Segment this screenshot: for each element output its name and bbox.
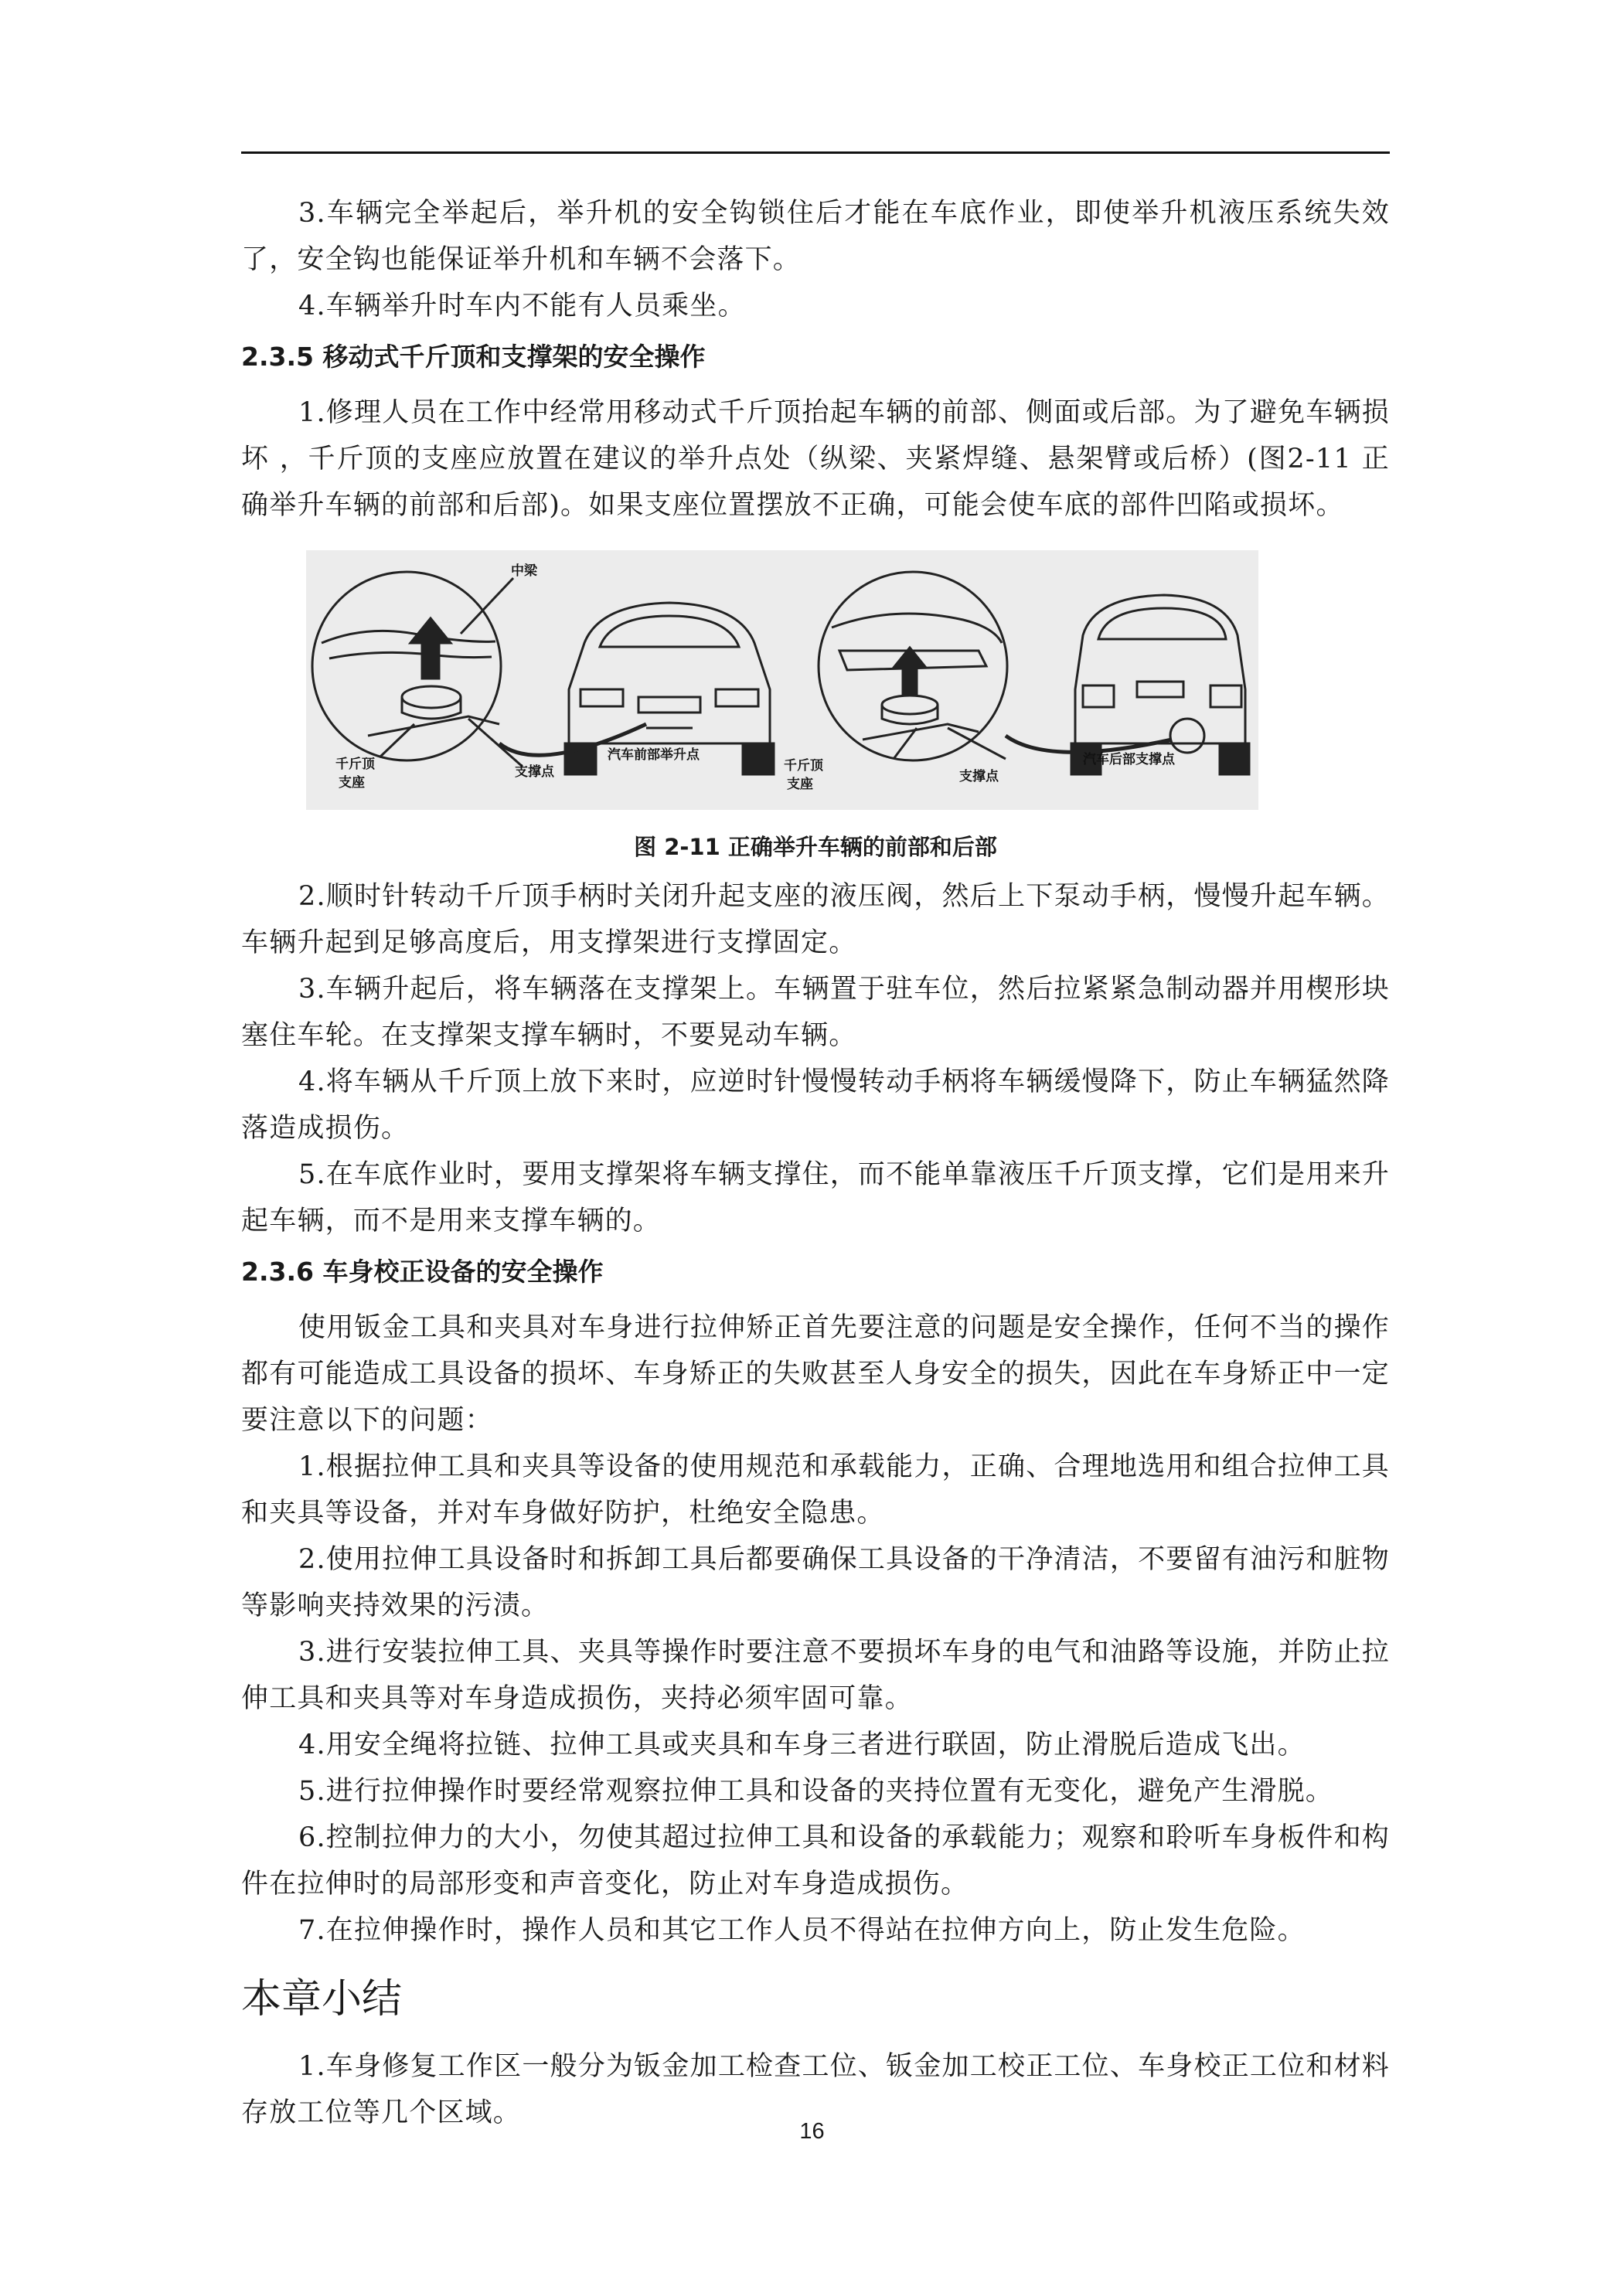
paragraph: 2.使用拉伸工具设备时和拆卸工具后都要确保工具设备的干净清洁，不要留有油污和脏物等影响夹持效果的污渍。 bbox=[241, 1544, 1390, 1621]
label-front-lift-point: 汽车前部举升点 bbox=[608, 747, 700, 763]
figure-2-11 bbox=[306, 550, 1258, 810]
lift-arrow-front bbox=[422, 641, 439, 679]
label-jack-base-left-1: 千斤顶 bbox=[335, 757, 375, 772]
label-jack-base-right-2: 支座 bbox=[787, 777, 813, 792]
section-heading-2-3-5: 2.3.5 移动式千斤顶和支撑架的安全操作 bbox=[241, 342, 706, 372]
paragraph: 4.车辆举升时车内不能有人员乘坐。 bbox=[298, 291, 746, 321]
paragraph: 2.顺时针转动千斤顶手柄时关闭升起支座的液压阀，然后上下泵动手柄，慢慢升起车辆。车辆升起到足够高度后，用支撑架进行支撑固定。 bbox=[241, 881, 1390, 958]
paragraph: 3.车辆完全举起后，举升机的安全钩锁住后才能在车底作业，即使举升机液压系统失效了，安全钩也能保证举升机和车辆不会落下。 bbox=[241, 198, 1390, 275]
page-content bbox=[241, 190, 1390, 2136]
car-front-view bbox=[569, 603, 770, 743]
chapter-summary-heading: 本章小结 bbox=[241, 1976, 403, 2022]
page-number: 16 bbox=[799, 2119, 825, 2144]
paragraph: 5.进行拉伸操作时要经常观察拉伸工具和设备的夹持位置有无变化，避免产生滑脱。 bbox=[298, 1776, 1333, 1807]
paragraph: 1.修理人员在工作中经常用移动式千斤顶抬起车辆的前部、侧面或后部。为了避免车辆损坏 ，千斤顶的支座应放置在建议的举升点处（纵梁、夹紧焊缝、悬架臂或后桥）(图2-11 正确举升车辆的前部和后部)。如果支座位置摆放不正确，可能会使车底的部件凹陷或损坏。 bbox=[241, 397, 1390, 521]
car-lifting-illustration bbox=[306, 550, 1258, 810]
label-rear-support-point: 汽车后部支撑点 bbox=[1083, 752, 1175, 767]
paragraph: 5.在车底作业时，要用支撑架将车辆支撑住，而不能单靠液压千斤顶支撑，它们是用来升起车辆，而不是用来支撑车辆的。 bbox=[241, 1159, 1390, 1236]
label-support-point-left: 支撑点 bbox=[515, 764, 554, 780]
paragraph: 4.用安全绳将拉链、拉伸工具或夹具和车身三者进行联固，防止滑脱后造成飞出。 bbox=[298, 1730, 1306, 1760]
paragraph: 1.车身修复工作区一般分为钣金加工检查工位、钣金加工校正工位、车身校正工位和材料存放工位等几个区域。 bbox=[241, 2051, 1390, 2128]
label-support-point-right: 支撑点 bbox=[959, 769, 999, 784]
label-jack-base-left-2: 支座 bbox=[339, 775, 365, 791]
paragraph: 1.根据拉伸工具和夹具等设备的使用规范和承载能力，正确、合理地选用和组合拉伸工具和夹具等设备，并对车身做好防护，杜绝安全隐患。 bbox=[241, 1451, 1390, 1529]
car-rear-view bbox=[1075, 595, 1245, 743]
section-heading-2-3-6: 2.3.6 车身校正设备的安全操作 bbox=[241, 1257, 604, 1287]
lift-arrow-rear bbox=[903, 666, 917, 694]
label-center-beam: 中梁 bbox=[511, 563, 537, 579]
paragraph: 7.在拉伸操作时，操作人员和其它工作人员不得站在拉伸方向上，防止发生危险。 bbox=[298, 1915, 1306, 1946]
figure-caption: 图 2-11 正确举升车辆的前部和后部 bbox=[634, 834, 997, 860]
header-rule bbox=[241, 151, 1390, 154]
paragraph: 4.将车辆从千斤顶上放下来时，应逆时针慢慢转动手柄将车辆缓慢降下，防止车辆猛然降落造成损伤。 bbox=[241, 1066, 1390, 1144]
paragraph: 3.车辆升起后，将车辆落在支撑架上。车辆置于驻车位，然后拉紧紧急制动器并用楔形块塞住车轮。在支撑架支撑车辆时，不要晃动车辆。 bbox=[241, 974, 1390, 1051]
label-jack-base-right-1: 千斤顶 bbox=[784, 758, 823, 774]
paragraph: 使用钣金工具和夹具对车身进行拉伸矫正首先要注意的问题是安全操作，任何不当的操作都有可能造成工具设备的损坏、车身矫正的失败甚至人身安全的损失，因此在车身矫正中一定要注意以下的问题： bbox=[241, 1312, 1390, 1436]
paragraph: 6.控制拉伸力的大小，勿使其超过拉伸工具和设备的承载能力；观察和聆听车身板件和构件在拉伸时的局部形变和声音变化，防止对车身造成损伤。 bbox=[241, 1822, 1390, 1900]
paragraph: 3.进行安装拉伸工具、夹具等操作时要注意不要损坏车身的电气和油路等设施，并防止拉伸工具和夹具等对车身造成损伤，夹持必须牢固可靠。 bbox=[241, 1637, 1390, 1714]
